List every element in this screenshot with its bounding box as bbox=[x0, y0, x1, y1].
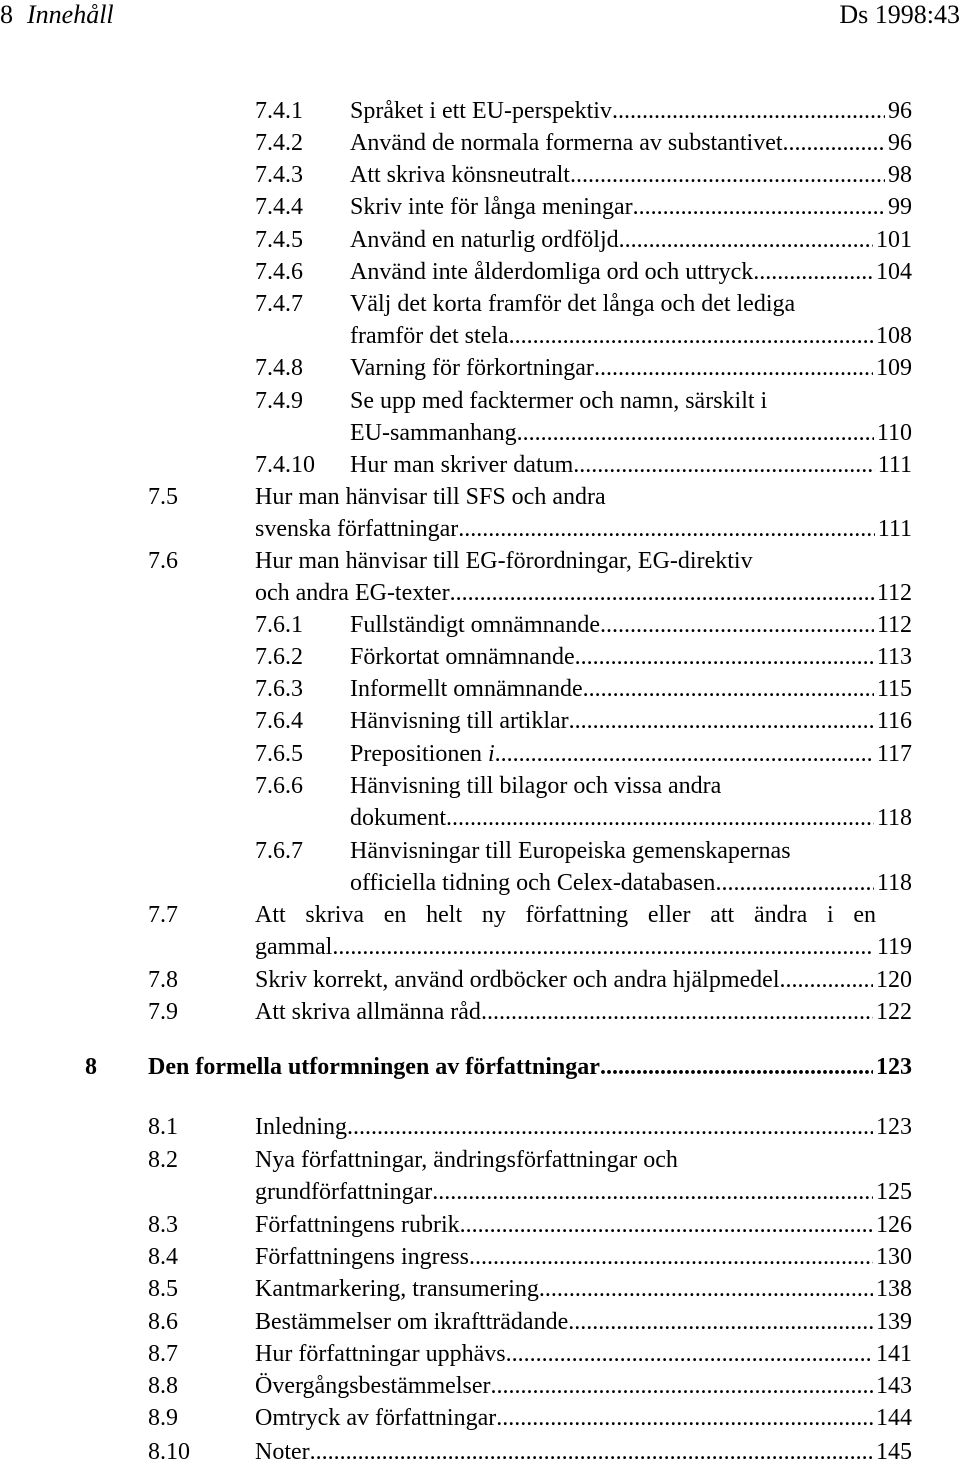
toc-entry-title: Kantmarkering, transumering bbox=[255, 1276, 539, 1302]
toc-entry-title: Använd en naturlig ordföljd bbox=[350, 227, 619, 253]
dot-leader bbox=[347, 1111, 873, 1143]
header-section-number: 8 bbox=[0, 0, 13, 29]
toc-entry-page: 109 bbox=[876, 355, 912, 381]
toc-entry-number: 8.9 bbox=[148, 1405, 178, 1431]
toc-entry-title: Författningens ingress bbox=[255, 1244, 469, 1270]
toc-entry-title: Hänvisning till bilagor och vissa andra bbox=[350, 773, 722, 799]
dot-leader bbox=[753, 256, 873, 288]
toc-entry-title: Hur man hänvisar till EG-förordningar, EG-direktiv bbox=[255, 548, 753, 574]
toc-entry-page: 130 bbox=[876, 1244, 912, 1270]
dot-leader bbox=[450, 577, 874, 609]
toc-entry-title: Skriv korrekt, använd ordböcker och andra hjälpmedel bbox=[255, 967, 780, 993]
toc-entry-page: 141 bbox=[876, 1341, 912, 1367]
toc-entry-number: 8.10 bbox=[148, 1439, 190, 1465]
toc-entry-title: Hänvisningar till Europeiska gemenskapernas bbox=[350, 838, 791, 864]
toc-entry-number: 8 bbox=[85, 1054, 97, 1080]
toc-entry-number: 7.4.2 bbox=[255, 130, 303, 156]
dot-leader bbox=[575, 641, 874, 673]
toc-entry-number: 7.4.9 bbox=[255, 388, 303, 414]
toc-entry-number: 8.8 bbox=[148, 1373, 178, 1399]
toc-entry-title: Fullständigt omnämnande bbox=[350, 612, 600, 638]
toc-entry-page: 139 bbox=[876, 1309, 912, 1335]
toc-entry-title: Informellt omnämnande bbox=[350, 676, 583, 702]
toc-entry-number: 7.4.10 bbox=[255, 452, 315, 478]
toc-entry-page: 119 bbox=[876, 934, 912, 961]
toc-entry-number: 7.5 bbox=[148, 484, 178, 510]
dot-leader bbox=[506, 1338, 873, 1370]
toc-entry-title: Använd de normala formerna av substantivet bbox=[350, 130, 783, 156]
toc-entry-title: Nya författningar, ändringsförfattningar och bbox=[255, 1147, 678, 1173]
toc-entry-title: Se upp med facktermer och namn, särskilt i bbox=[350, 388, 768, 414]
running-header-left bbox=[0, 0, 114, 30]
toc-entry-number: 7.4.7 bbox=[255, 291, 303, 317]
toc-entry-title: Övergångsbestämmelser bbox=[255, 1373, 491, 1399]
toc-entry-page: 104 bbox=[876, 259, 912, 285]
dot-leader bbox=[619, 224, 873, 256]
dot-leader bbox=[573, 449, 875, 481]
dot-leader bbox=[481, 996, 873, 1028]
toc-entry-page: 96 bbox=[888, 98, 912, 124]
toc-entry-page: 145 bbox=[876, 1439, 912, 1465]
toc-entry-number: 7.6.1 bbox=[255, 612, 303, 638]
dot-leader bbox=[495, 738, 874, 770]
dot-leader bbox=[491, 1370, 874, 1402]
dot-leader bbox=[779, 964, 873, 996]
toc-entry-title: Använd inte ålderdomliga ord och uttryck bbox=[350, 259, 754, 285]
toc-entry-title: dokument bbox=[350, 805, 446, 832]
header-title: Innehåll bbox=[27, 0, 114, 29]
toc-entry-number: 8.5 bbox=[148, 1276, 178, 1302]
toc-entry-page: 138 bbox=[876, 1276, 912, 1302]
toc-entry-page: 122 bbox=[876, 999, 912, 1025]
toc-entry-number: 8.3 bbox=[148, 1212, 178, 1238]
dot-leader bbox=[600, 609, 874, 641]
toc-entry-page: 113 bbox=[876, 644, 912, 670]
toc-entry-title: Hur man skriver datum bbox=[350, 452, 574, 478]
toc-entry-title: Noter bbox=[255, 1439, 310, 1465]
toc-entry-title: Hur författningar upphävs bbox=[255, 1341, 506, 1367]
dot-leader bbox=[715, 867, 873, 899]
toc-entry-title: officiella tidning och Celex-databasen bbox=[350, 870, 716, 897]
toc-entry-number: 7.4.5 bbox=[255, 227, 303, 253]
toc-entry-page: 123 bbox=[876, 1054, 912, 1080]
toc-entry-title: Språket i ett EU-perspektiv bbox=[350, 98, 612, 124]
toc-entry-page: 144 bbox=[876, 1405, 912, 1431]
toc-entry-number: 7.4.8 bbox=[255, 355, 303, 381]
toc-entry-title: Författningens rubrik bbox=[255, 1212, 460, 1238]
toc-entry-page: 99 bbox=[888, 194, 912, 220]
toc-entry-title: grundförfattningar bbox=[255, 1179, 433, 1206]
toc-entry-title: Inledning bbox=[255, 1114, 347, 1140]
toc-entry-page: 118 bbox=[876, 870, 912, 897]
toc-entry-page: 125 bbox=[876, 1179, 912, 1206]
toc-entry-title: och andra EG-texter bbox=[255, 580, 450, 607]
toc-entry-page: 118 bbox=[876, 805, 912, 832]
toc-entry-number: 7.4.1 bbox=[255, 98, 303, 124]
dot-leader bbox=[783, 127, 885, 159]
dot-leader bbox=[633, 191, 885, 223]
dot-leader bbox=[568, 1306, 873, 1338]
toc-entry-number: 7.4.4 bbox=[255, 194, 303, 220]
dot-leader bbox=[569, 705, 874, 737]
toc-entry-title: Varning för förkortningar bbox=[350, 355, 594, 381]
toc-entry-number: 7.8 bbox=[148, 967, 178, 993]
toc-entry-title: EU-sammanhang bbox=[350, 420, 517, 447]
toc-entry-page: 117 bbox=[876, 741, 912, 767]
toc-entry-page: 126 bbox=[876, 1212, 912, 1238]
toc-entry-number: 7.6 bbox=[148, 548, 178, 574]
dot-leader bbox=[600, 1051, 873, 1083]
dot-leader bbox=[460, 1209, 873, 1241]
toc-entry-page: 123 bbox=[876, 1114, 912, 1140]
toc-entry-page: 108 bbox=[876, 323, 912, 350]
toc-entry-page: 112 bbox=[876, 580, 912, 607]
toc-entry-page: 101 bbox=[876, 227, 912, 253]
toc-entry-number: 8.7 bbox=[148, 1341, 178, 1367]
toc-entry-page: 111 bbox=[877, 452, 912, 478]
toc-entry-title: Omtryck av författningar bbox=[255, 1405, 497, 1431]
toc-entry-title: gammal bbox=[255, 934, 333, 961]
toc-entry-number: 7.6.2 bbox=[255, 644, 303, 670]
toc-entry-number: 8.4 bbox=[148, 1244, 178, 1270]
dot-leader bbox=[517, 417, 874, 449]
toc-entry-number: 7.6.5 bbox=[255, 741, 303, 767]
toc-entry-page: 98 bbox=[888, 162, 912, 188]
toc-entry-page: 120 bbox=[876, 967, 912, 993]
toc-entry-number: 8.6 bbox=[148, 1309, 178, 1335]
toc-entry-number: 7.7 bbox=[148, 902, 178, 928]
dot-leader bbox=[310, 1436, 873, 1468]
dot-leader bbox=[432, 1176, 873, 1208]
toc-entry-page: 110 bbox=[876, 420, 912, 447]
dot-leader bbox=[539, 1273, 873, 1305]
toc-entry-page: 96 bbox=[888, 130, 912, 156]
dot-leader bbox=[458, 513, 875, 545]
header-document-id: Ds 1998:43 bbox=[839, 0, 960, 29]
toc-entry-title: Att skriva könsneutralt bbox=[350, 162, 570, 188]
toc-entry-page: 111 bbox=[877, 516, 912, 543]
toc-entry-number: 7.4.3 bbox=[255, 162, 303, 188]
toc-entry-title: Prepositionen i bbox=[350, 741, 495, 767]
toc-entry-page: 112 bbox=[876, 612, 912, 638]
toc-entry-title: Förkortat omnämnande bbox=[350, 644, 575, 670]
dot-leader bbox=[594, 352, 873, 384]
dot-leader bbox=[570, 159, 885, 191]
toc-entry-title: Hänvisning till artiklar bbox=[350, 708, 569, 734]
toc-entry-number: 7.6.3 bbox=[255, 676, 303, 702]
toc-entry-title: Den formella utformningen av författningar bbox=[148, 1054, 600, 1080]
toc-entry-title: Att skriva en helt ny författning eller att ändra i en bbox=[255, 902, 876, 928]
dot-leader bbox=[446, 802, 874, 834]
dot-leader bbox=[509, 320, 873, 352]
toc-entry-title: Skriv inte för långa meningar bbox=[350, 194, 633, 220]
toc-entry-title: Bestämmelser om ikraftträdande bbox=[255, 1309, 569, 1335]
toc-entry-number: 8.1 bbox=[148, 1114, 178, 1140]
toc-entry-number: 7.6.6 bbox=[255, 773, 303, 799]
toc-entry-page: 115 bbox=[876, 676, 912, 702]
dot-leader bbox=[612, 95, 885, 127]
toc-entry-title: Hur man hänvisar till SFS och andra bbox=[255, 484, 606, 510]
toc-entry-number: 7.4.6 bbox=[255, 259, 303, 285]
dot-leader bbox=[496, 1402, 873, 1434]
toc-entry-title: Att skriva allmänna råd bbox=[255, 999, 481, 1025]
toc-entry-number: 7.6.7 bbox=[255, 838, 303, 864]
dot-leader bbox=[469, 1241, 873, 1273]
toc-entry-number: 8.2 bbox=[148, 1147, 178, 1173]
toc-entry-number: 7.9 bbox=[148, 999, 178, 1025]
toc-entry-number: 7.6.4 bbox=[255, 708, 303, 734]
toc-entry-page: 116 bbox=[876, 708, 912, 734]
dot-leader bbox=[332, 931, 874, 963]
dot-leader bbox=[583, 673, 874, 705]
toc-entry-title: Välj det korta framför det långa och det lediga bbox=[350, 291, 796, 317]
toc-entry-page: 143 bbox=[876, 1373, 912, 1399]
toc-entry-title: svenska författningar bbox=[255, 516, 459, 543]
toc-entry-title: framför det stela bbox=[350, 323, 509, 350]
